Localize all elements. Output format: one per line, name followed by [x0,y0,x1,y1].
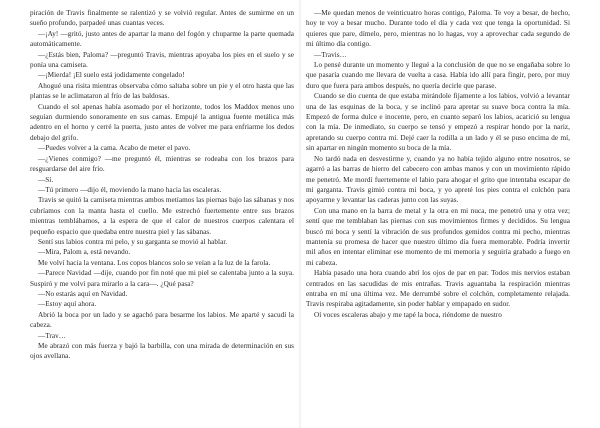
paragraph: piración de Travis finalmente se ralentizó y se volvió regular. Antes de sumirme en un sueño profundo, parpadeé unas cuantas veces. [30,9,294,28]
paragraph: Ahogué una risita mientras observaba cómo saltaba sobre un pie y el otro hasta que las plantas se le aclimataron al frío de las baldosas. [30,81,294,101]
paragraph: Cuando se dio cuenta de que estaba mirándole fijamente a los labios, volvió a levantar una de las esquinas de la boca, y se inclinó para apretar su suave boca contra la mía. Empezó de forma dulce e inocente, pero, en cuanto separó los labios, acarició su lengua con la mía. De inmediato, su cuerpo se tensó y empezó a respirar hondo por la nariz, apretando su cuerpo contra mí. Dejé caer la rodilla a un lado y él se puso encima de mí, sin apartar en ningún momento su boca de la mía. [306,92,570,153]
paragraph: Sentí sus labios contra mi pelo, y su garganta se movió al hablar. [38,237,228,246]
paragraph: No tardó nada en desvestirme y, cuando ya no había tejido alguno entre nosotros, se agarró a las barras de hierro del cabecero con ambas manos y con un movimiento rápido me penetró. Me mordí fuertemente el labio para ahogar el grito que intentaba escapar de mi garganta. Travis gimió contra mi boca, y yo apreté los pies contra el colchón para apoyarme y levantar las caderas junto con las suyas. [306,154,570,205]
paragraph: Travis se quitó la camiseta mientras ambos metíamos las piernas bajo las sábanas y nos cubríamos con la manta hasta el cuello. Me estrechó fuertemente entre sus brazos mientras temblábamos, a la espera de que el calor de nuestros cuerpos calentara el pequeño espacio que quedaba entre nuestra piel y las sábanas. [30,196,294,236]
paragraph: —Puedes volver a la cama. Acabo de meter el pavo. [38,144,191,153]
paragraph: —¿Estás bien, Paloma? —preguntó Travis, mientras apoyaba los pies en el suelo y se ponía una camiseta. [30,50,294,70]
paragraph: —Tú primero —dijo él, moviendo la mano hacia las escaleras. [38,185,222,194]
paragraph: —Estoy aquí ahora. [38,300,97,309]
page-gutter [298,0,302,428]
paragraph: —Mira, Palom a, está nevando. [38,248,131,257]
paragraph: —Me quedan menos de veinticuatro horas contigo, Paloma. Te voy a besar, de hecho, hoy te voy a besar mucho. Durante todo el día y cada vez que tenga la oportunidad. Si quieres que pare, dímelo, pero, mientras no lo hagas, voy a aprovechar cada segundo de mi último día contigo. [306,9,570,49]
paragraph: Abrió la boca por un lado y se agachó para besarme los labios. Me aparté y sacudí la cabeza. [30,310,294,330]
paragraph: —¡Mierda! ¡El suelo está jodidamente congelado! [38,71,185,80]
paragraph: Oí voces escaleras abajo y me tapé la boca, riéndome de nuestro [314,310,502,319]
paragraph: —¡Ay! —gritó, justo antes de apartar la mano del fogón y chuparme la parte quemada automáticamente. [30,29,294,49]
paragraph: —Trav… [38,331,66,340]
left-page [30,8,294,362]
paragraph: —Sí. [38,175,54,184]
paragraph: Me abrazó con más fuerza y bajó la barbilla, con una mirada de determinación en sus ojos avellana. [30,342,294,361]
paragraph: —¿Vienes conmigo? —me preguntó él, mientras se rodeaba con los brazos para resguardarse del aire frío. [30,154,294,174]
paragraph: —Travis… [314,50,347,59]
paragraph: Lo pensé durante un momento y llegué a la conclusión de que no se engañaba sobre lo que pasaría cuando me llevara de vuelta a casa. Había ido allí para fingir, pero, por muy duro que fuera para ambos después, no quería decirle que parase. [306,61,570,90]
paragraph: Con una mano en la barra de metal y la otra en mi nuca, me penetró una y otra vez; sentí que me temblaban las piernas con sus movimientos firmes y decididos. Su lengua buscó mi boca y sentí la vibración de sus profundos gemidos contra mi pecho, mientras mantenía su promesa de hacer que nuestro último día fuera memorable. Podría invertir mil años en intentar eliminar ese momento de mi memoria y seguiría grabado a fuego en mi cabeza. [306,206,570,267]
paragraph: —No estarás aquí en Navidad. [38,289,128,298]
paragraph: —Parece Navidad —dije, cuando por fin noté que mi piel se calentaba junto a la suya. Suspiró y me volví para mirarlo a la cara—. ¿Qué pasa? [30,269,294,288]
paragraph: Cuando el sol apenas había asomado por el horizonte, todos los Maddox menos uno seguían durmiendo sonoramente en sus camas. Empujé la antigua fuente metálica más adentro en el horno y cerré la puerta, justo antes de volver me para enfriarme los dedos debajo del grifo. [30,102,294,142]
paragraph: Había pasado una hora cuando abrí los ojos de par en par. Todos mis nervios estaban centrados en las sacudidas de mis entrañas. Travis aguantaba la respiración mientras entraba en mí una última vez. Me derrumbé sobre el colchón, completamente relajada. Travis respiraba agitadamente, sin poder hablar y empapado en sudor. [306,269,570,309]
paragraph: Me volví hacia la ventana. Los copos blancos solo se veían a la luz de la farola. [38,258,271,267]
right-page [306,8,570,320]
